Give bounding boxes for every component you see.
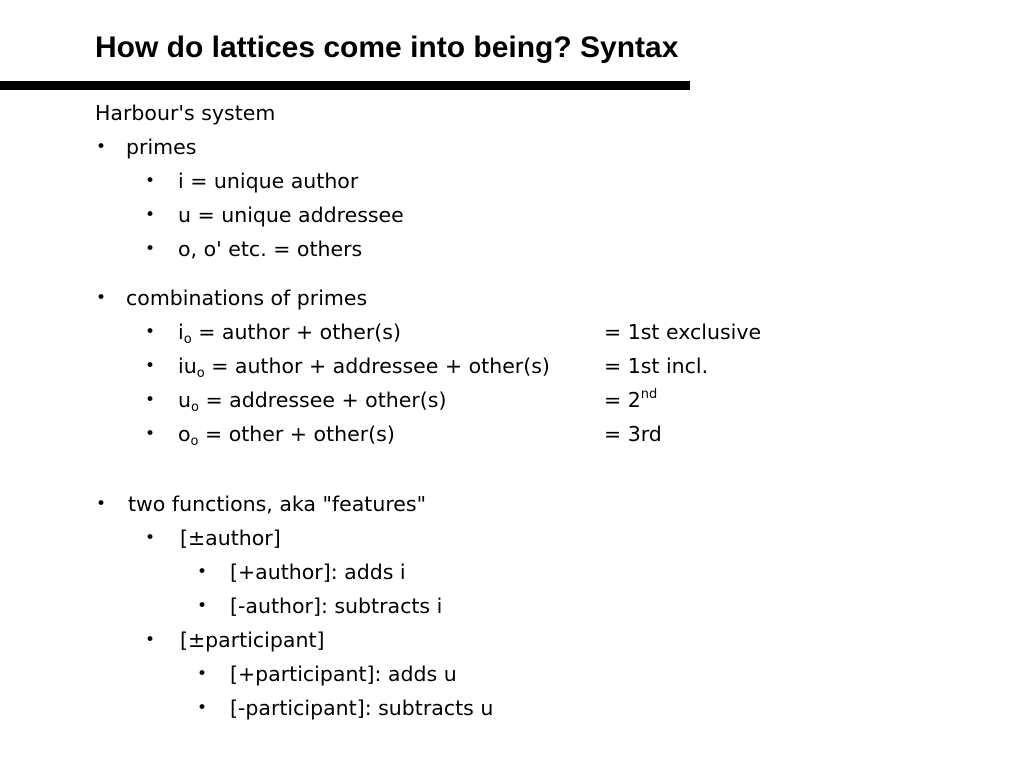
combination-formula: $o_o$ = other + other(s) — [178, 422, 395, 449]
combination-value: = 1st incl. — [604, 354, 709, 378]
primes-label: primes — [126, 135, 197, 159]
bullet: • — [145, 390, 156, 410]
list-item: u = unique addressee — [178, 203, 404, 227]
combinations-label: combinations of primes — [126, 286, 368, 310]
combination-value: = 1st exclusive — [604, 320, 762, 344]
bullet: • — [145, 171, 156, 191]
bullet: • — [145, 630, 156, 650]
list-item: [-participant]: subtracts u — [230, 696, 494, 720]
combination-formula: $u_o$ = addressee + other(s) — [178, 388, 447, 415]
bullet: • — [145, 205, 156, 225]
bullet: • — [145, 239, 156, 259]
list-item: [-author]: subtracts i — [230, 594, 443, 618]
combination-formula: $i_o$ = author + other(s) — [178, 320, 401, 347]
list-item: o, o' etc. = others — [178, 237, 363, 261]
list-item: [+participant]: adds u — [230, 662, 457, 686]
bullet: • — [145, 356, 156, 376]
bullet: • — [197, 698, 208, 718]
combination-formula: $iu_o$ = author + addressee + other(s) — [178, 354, 550, 381]
functions-label: two functions, aka "features" — [128, 492, 427, 516]
slide-title: How do lattices come into being? Syntax — [95, 31, 679, 64]
list-item: i = unique author — [178, 169, 359, 193]
bullet: • — [197, 596, 208, 616]
bullet: • — [96, 137, 107, 157]
section-heading: Harbour's system — [95, 101, 276, 125]
feature-participant: [±participant] — [180, 628, 325, 652]
bullet: • — [145, 528, 156, 548]
bullet: • — [197, 562, 208, 582]
bullet: • — [145, 322, 156, 342]
title-underline — [0, 81, 690, 90]
bullet: • — [96, 494, 107, 514]
bullet: • — [197, 664, 208, 684]
combination-value: = 2nd — [604, 387, 658, 412]
feature-author: [±author] — [180, 526, 281, 550]
list-item: [+author]: adds i — [230, 560, 406, 584]
bullet: • — [96, 288, 107, 308]
bullet: • — [145, 424, 156, 444]
combination-value: = 3rd — [604, 422, 662, 446]
